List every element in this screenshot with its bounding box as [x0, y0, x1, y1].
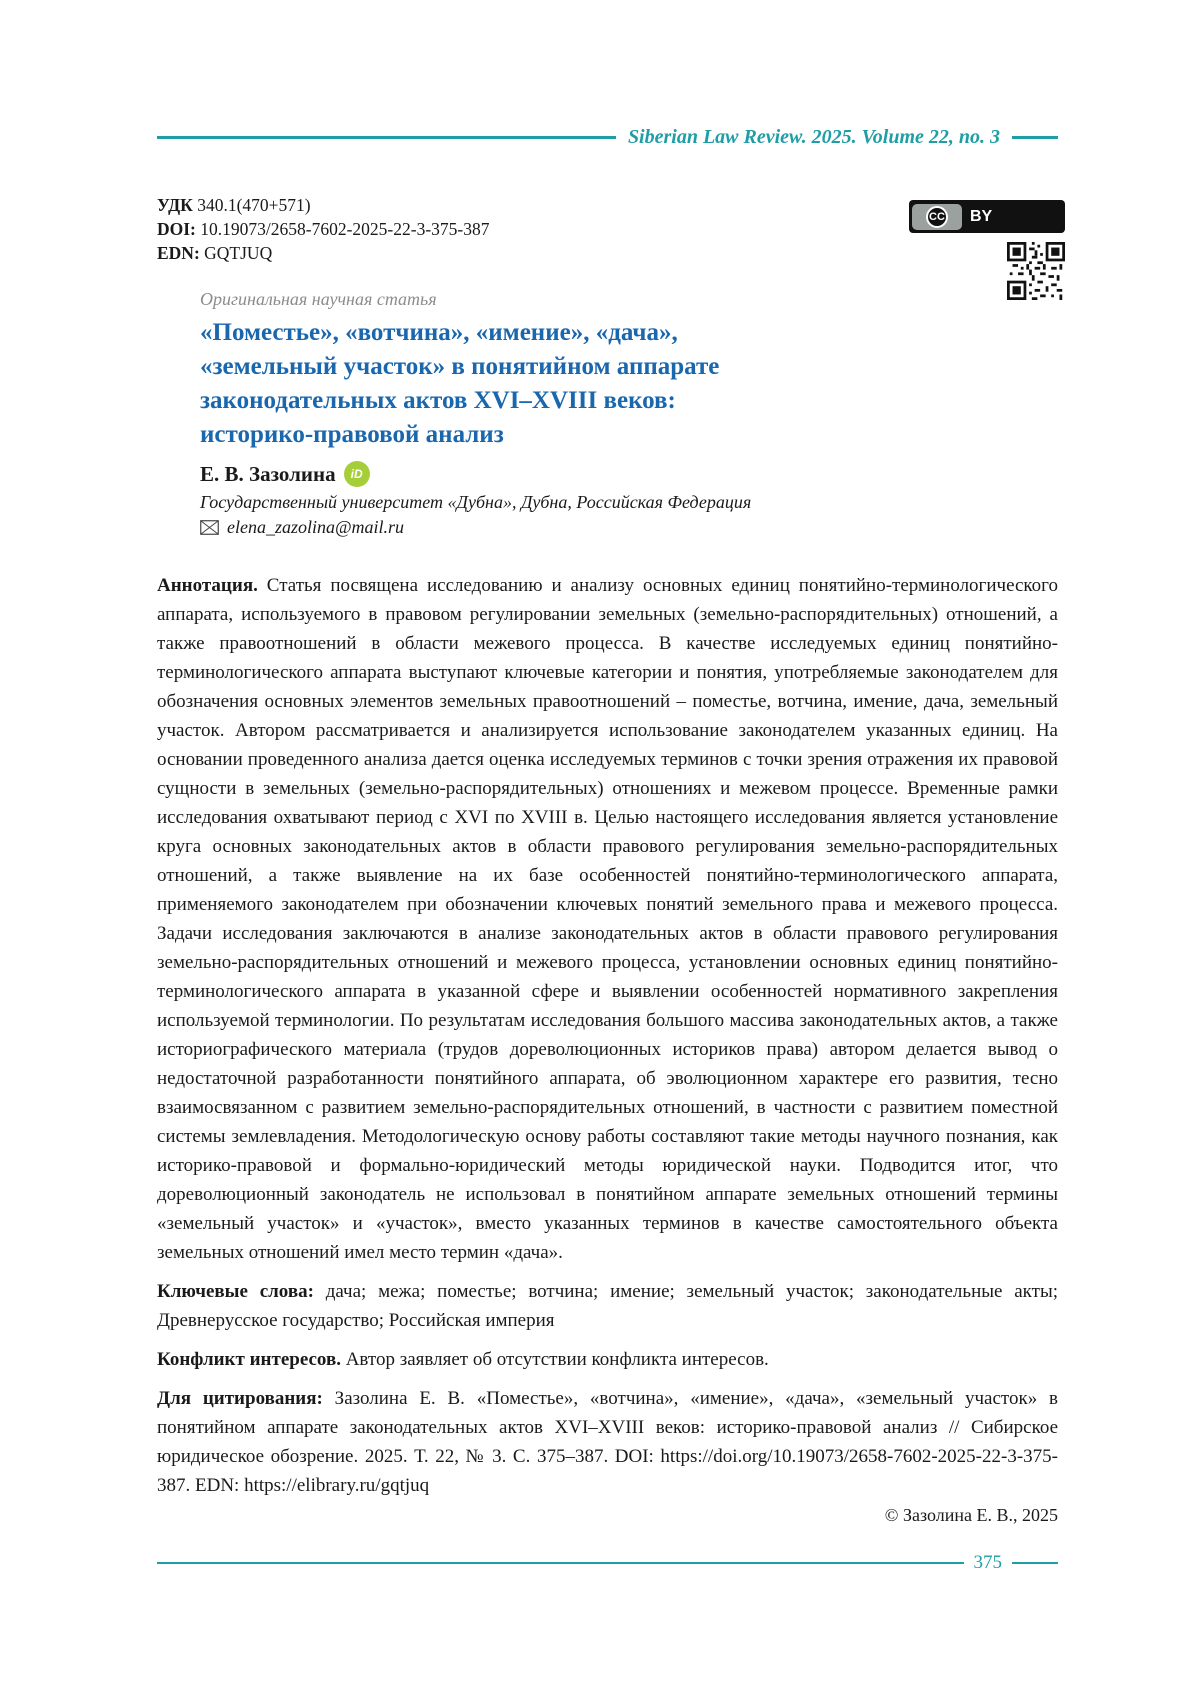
article-type-label: Оригинальная научная статья	[200, 289, 437, 309]
copyright-line: © Зазолина Е. В., 2025	[884, 1505, 1058, 1525]
cc-by-label: BY	[970, 207, 993, 225]
cc-logo-icon: CC	[926, 206, 948, 228]
doi-value[interactable]: 10.19073/2658-7602-2025-22-3-375-387	[200, 219, 490, 239]
abstract-text: Статья посвящена исследованию и анализу основных единиц понятийно-терминологического аппарата, используемого в правовом регулировании земельных (земельно-распорядительных) отношений, а также правоотношений в области межевого процесса. В качестве исследуемых единиц понятийно-терминологического аппарата выступают ключевые категории и понятия, употребляемые законодателем для обозначения основных элементов земельных правоотношений – поместье, вотчина, имение, дача, земельный участок. Автором рассматривается и анализируется использование законодателем указанных единиц. На основании проведенного анализа дается оценка исследуемых терминов с точки зрения отражения их правовой сущности в земельных (земельно-распорядительных) отношениях и межевом процессе. Временные рамки исследования охватывают период с XVI по XVIII в. Целью настоящего исследования является установление круга основных законодательных актов в области правового регулирования земельно-распорядительных отношений, а также выявление на их базе особенностей понятийно-терминологического аппарата, применяемого законодателем при обозначении ключевых понятий земельного права и межевого процесса. Задачи исследования заключаются в анализе законодательных актов в области правового регулирования земельно-распорядительных отношений и межевого процесса, установлении основных единиц понятийно-терминологического аппарата в указанной сфере и выявлении особенностей нормативного закрепления используемой терминологии. По результатам исследования большого массива законодательных актов, а также историографического материала (трудов дореволюционных историков права) автором делается вывод о недостаточной разработанности понятийного аппарата, об эволюционном характере его развития, тесно взаимосвязанном с развитием земельно-распорядительных отношений, в частности с развитием поместной системы землевладения. Методологическую основу работы составляют такие методы научного познания, как историко-правовой и формально-юридический методы юридической науки. Подводится итог, что дореволюционный законодатель не использовал в понятийном аппарате земельных отношений термины «земельный участок» и «участок», вместо указанных терминов в качестве самостоятельного объекта земельных отношений имел место термин «дача».	[157, 575, 1059, 1263]
title-line-3: законодательных актов XVI–XVIII веков:	[200, 387, 676, 414]
license-block	[909, 200, 1065, 300]
envelope-icon	[200, 520, 219, 535]
keywords-label: Ключевые слова:	[157, 1281, 314, 1302]
front-matter-text	[157, 571, 1058, 1500]
title-line-1: «Поместье», «вотчина», «имение», «дача»,	[200, 319, 678, 346]
header-rule-right	[1012, 136, 1058, 139]
title-line-2: «земельный участок» в понятийном аппарате	[200, 353, 720, 380]
footer-rule-left	[157, 1562, 964, 1564]
udk-label: УДК	[157, 195, 193, 215]
conflict-paragraph	[157, 1345, 1058, 1374]
keywords-text: дача; межа; поместье; вотчина; имение; земельный участок; законодательные акты; Древнерусское государство; Российская империя	[157, 1281, 1058, 1331]
journal-running-head	[157, 125, 1058, 149]
cc-by-license-badge	[909, 200, 1065, 233]
citation-label: Для цитирования:	[157, 1388, 323, 1409]
article-head	[200, 289, 1058, 538]
page-footer	[157, 1552, 1058, 1574]
title-line-4: историко-правовой анализ	[200, 421, 504, 448]
article-title	[200, 316, 1058, 452]
orcid-icon[interactable]: iD	[344, 461, 370, 487]
udk-value: 340.1(470+571)	[197, 195, 311, 215]
edn-value[interactable]: GQTJUQ	[204, 243, 273, 263]
header-rule-left	[157, 136, 616, 139]
author-affiliation: Государственный университет «Дубна», Дубна, Российская Федерация	[200, 492, 752, 512]
author-name: Е. В. Зазолина	[200, 461, 336, 486]
footer-rule-right	[1012, 1562, 1058, 1564]
citation-text: Зазолина Е. В. «Поместье», «вотчина», «имение», «дача», «земельный участок» в понятийном аппарате законодательных актов XVI–XVIII веков: историко-правовой анализ // Сибирское юридическое обозрение. 2025. Т. 22, № 3. С. 375–387. DOI: https://doi.org/10.19073/2658-7602-2025-22-3-375-387. EDN: https://elibrary.ru/gqtjuq	[157, 1388, 1058, 1496]
abstract-label: Аннотация.	[157, 575, 258, 596]
doi-label: DOI:	[157, 219, 196, 239]
keywords-paragraph	[157, 1277, 1058, 1335]
qr-code-icon	[1007, 242, 1065, 300]
conflict-label: Конфликт интересов.	[157, 1349, 341, 1370]
conflict-text: Автор заявляет об отсутствии конфликта интересов.	[345, 1349, 769, 1370]
citation-paragraph	[157, 1384, 1058, 1500]
author-row	[200, 461, 1058, 487]
cc-chip	[912, 204, 962, 230]
edn-label: EDN:	[157, 243, 200, 263]
journal-title: Siberian Law Review. 2025. Volume 22, no. 3	[627, 125, 1000, 148]
email-row	[200, 517, 1058, 538]
page-number: 375	[973, 1552, 1002, 1573]
abstract-paragraph	[157, 571, 1058, 1267]
author-email[interactable]: elena_zazolina@mail.ru	[227, 517, 405, 537]
